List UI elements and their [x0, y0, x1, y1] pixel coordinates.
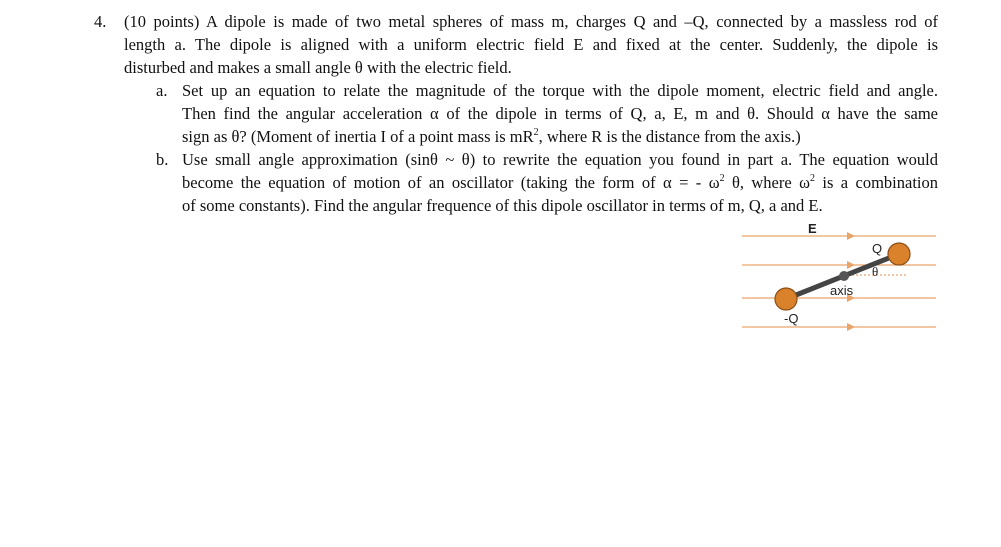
positive-sphere	[888, 243, 910, 265]
problem-line-2: length a. The dipole is aligned with a uniform electric field E and fixed at the center. Suddenly, the dipole is	[124, 35, 938, 54]
field-arrow-4	[847, 323, 855, 331]
angle-label: θ	[872, 264, 879, 279]
negative-sphere	[775, 288, 797, 310]
part-a-line-3	[182, 125, 938, 148]
part-a-line-3-end: , where R is the distance from the axis.)	[538, 127, 801, 146]
problem-number: 4.	[94, 12, 107, 31]
part-b-line-3: of some constants). Find the angular frequence of this dipole oscillator in terms of m, Q, a and E.	[182, 196, 823, 215]
part-b-line-2-start: become the equation of motion of an oscillator (taking the form of α = - ω	[182, 173, 720, 192]
field-arrow-2	[847, 261, 855, 269]
pivot-axis	[839, 271, 849, 281]
part-b-superscript-1: 2	[719, 172, 725, 184]
part-a-line-2: Then find the angular acceleration α of the dipole in terms of Q, a, E, m and θ. Should α have the same	[182, 104, 938, 123]
part-b-label: b.	[156, 150, 169, 169]
part-b-line-2-end: is a combination	[814, 173, 938, 192]
part-b-text	[182, 148, 938, 217]
dipole-diagram	[736, 215, 941, 340]
part-b-superscript-2: 2	[809, 172, 815, 184]
part-a-text	[182, 79, 938, 148]
axis-label: axis	[830, 283, 854, 298]
field-label: E	[808, 221, 817, 236]
part-b-line-2	[182, 171, 938, 194]
part-a-line-3-start: sign as θ? (Moment of inertia I of a point mass is mR	[182, 127, 534, 146]
problem-line-3: disturbed and makes a small angle θ with the electric field.	[124, 58, 512, 77]
part-a-line-1: Set up an equation to relate the magnitude of the torque with the dipole moment, electric field and angle.	[182, 81, 938, 100]
field-arrow-1	[847, 232, 855, 240]
part-a-label: a.	[156, 81, 168, 100]
part-b-line-2-middle: θ, where ω	[724, 173, 810, 192]
problem-line-1: (10 points) A dipole is made of two metal spheres of mass m, charges Q and –Q, connected by a massless rod of	[124, 12, 938, 31]
negative-charge-label: -Q	[784, 311, 799, 326]
field-arrowheads	[847, 232, 855, 331]
part-a-superscript: 2	[533, 126, 539, 138]
positive-charge-label: Q	[872, 241, 883, 256]
part-b-line-1: Use small angle approximation (sinθ ~ θ) to rewrite the equation you found in part a. The equation would	[182, 150, 938, 169]
problem-statement	[124, 10, 938, 79]
